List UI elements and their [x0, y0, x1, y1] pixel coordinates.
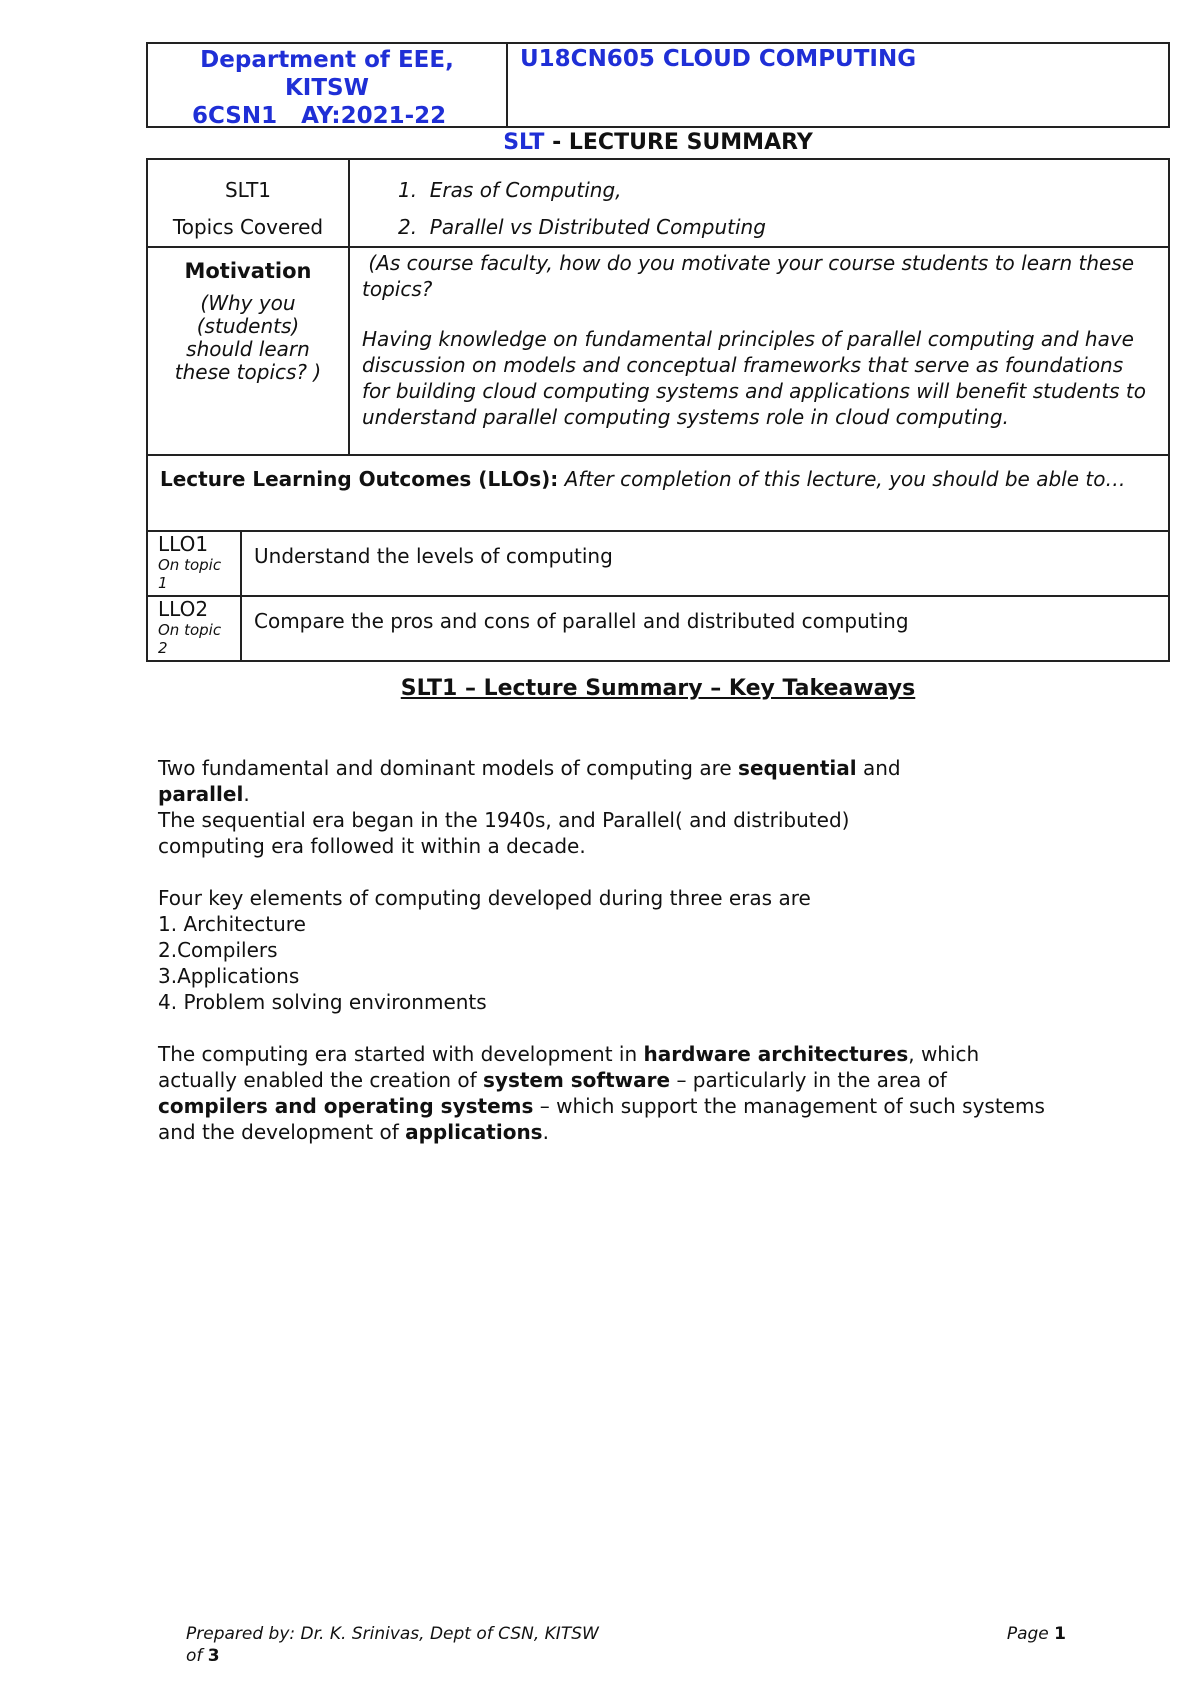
department-cell: [148, 44, 508, 129]
department-line: Department of EEE,: [200, 47, 454, 73]
motivation-answer: Having knowledge on fundamental principles of parallel computing and have discussion on models and conceptual frameworks that serve as foundations for building cloud computing systems and applications will benefit students to understand parallel computing systems role in cloud computing.: [362, 327, 1147, 429]
text-run: Two fundamental and dominant models of computing are: [158, 756, 739, 780]
lecture-table: [146, 158, 1170, 662]
text-run: , which actually enabled the creation of: [158, 1042, 980, 1092]
summary-body: [158, 755, 1118, 1145]
element-item: 3.Applications: [158, 964, 300, 988]
paragraph-elements-intro: Four key elements of computing developed during three eras are: [158, 886, 811, 910]
bold-term: sequential: [738, 756, 857, 780]
llo-text: Understand the levels of computing: [254, 544, 613, 568]
page-number: [1007, 1623, 1066, 1645]
header-box: [146, 42, 1170, 128]
paragraph-eras: The sequential era began in the 1940s, and Parallel( and distributed) computing era followed it within a decade.: [158, 808, 850, 858]
slt-title-rest: - LECTURE SUMMARY: [544, 130, 813, 155]
motivation-question: (As course faculty, how do you motivate your course students to learn these topics?: [362, 251, 1141, 301]
llo-row: [148, 532, 1168, 597]
llo-text: Compare the pros and cons of parallel and distributed computing: [254, 609, 909, 633]
page-count: 3: [207, 1646, 220, 1666]
text-run: .: [542, 1120, 549, 1144]
text-run: .: [243, 782, 250, 806]
bold-term: compilers and operating systems: [158, 1094, 534, 1118]
page-current: 1: [1054, 1624, 1066, 1644]
slt-label: SLT: [503, 130, 545, 155]
motivation-text-cell: [350, 248, 1168, 454]
section-year-line: 6CSN1 AY:2021-22: [192, 103, 447, 129]
llo-topic: On topic 2: [158, 621, 222, 657]
motivation-label-cell: [148, 248, 350, 454]
llo-id-cell: [148, 532, 242, 595]
motivation-label: Motivation: [184, 259, 312, 283]
bold-term: parallel: [158, 782, 244, 806]
page-total: [186, 1645, 1066, 1667]
bold-term: applications: [405, 1120, 543, 1144]
topics-label-cell: [148, 160, 350, 246]
bold-term: system software: [483, 1068, 671, 1092]
text-run: The computing era started with development in: [158, 1042, 644, 1066]
institute-line: KITSW: [284, 75, 369, 101]
paragraph-computing-era: [158, 1041, 1058, 1145]
llo-row: [148, 597, 1168, 660]
llo-heading-row: [148, 456, 1168, 532]
llo-id: LLO2: [158, 597, 209, 621]
element-item: 4. Problem solving environments: [158, 990, 487, 1014]
slt-number: SLT1: [224, 178, 272, 202]
topics-list-cell: [350, 160, 1168, 246]
topic-item: 2. Parallel vs Distributed Computing: [398, 215, 766, 239]
page-label: Page: [1006, 1624, 1055, 1644]
motivation-sub: (Why you (students) should learn these topics? ): [174, 291, 322, 384]
llo-heading-cell: [148, 456, 1168, 530]
llo-topic: On topic 1: [158, 556, 222, 592]
llo-id: LLO1: [158, 532, 209, 556]
llo-heading: Lecture Learning Outcomes (LLOs):: [160, 467, 559, 491]
summary-title: SLT1 – Lecture Summary – Key Takeaways: [400, 676, 916, 701]
course-title: U18CN605 CLOUD COMPUTING: [520, 46, 917, 72]
text-run: and: [856, 756, 901, 780]
paragraph-models: [158, 755, 1118, 807]
topics-covered-label: Topics Covered: [172, 215, 324, 239]
page-footer: [186, 1623, 1066, 1667]
llo-id-cell: [148, 597, 242, 660]
topics-row: [148, 160, 1168, 248]
topics-list: [398, 172, 1168, 246]
element-item: 2.Compilers: [158, 938, 278, 962]
motivation-row: [148, 248, 1168, 456]
element-item: 1. Architecture: [158, 912, 306, 936]
text-run: – particularly in the area of: [670, 1068, 947, 1092]
of-label: of: [186, 1646, 208, 1666]
slt-lecture-summary-title: [146, 130, 1170, 155]
topic-item: 1. Eras of Computing,: [398, 178, 622, 202]
prepared-by: Prepared by: Dr. K. Srinivas, Dept of CSN, KITSW: [186, 1624, 599, 1644]
bold-term: hardware architectures: [643, 1042, 909, 1066]
text-run: – which support the management of such systems and the development of: [158, 1094, 1045, 1144]
llo-heading-note: After completion of this lecture, you should be able to…: [558, 467, 1126, 491]
